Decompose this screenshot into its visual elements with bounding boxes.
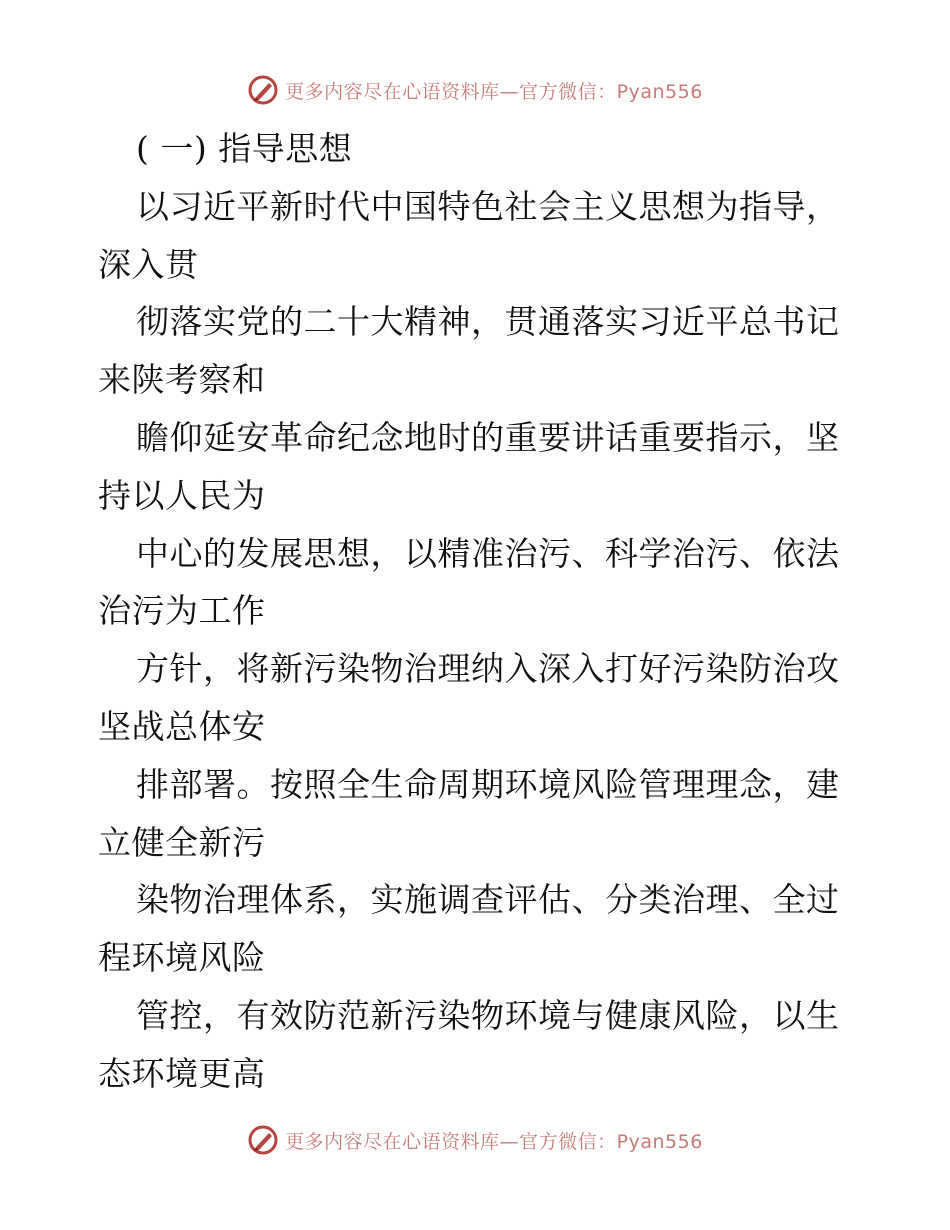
header-banner-text: 更多内容尽在心语资料库—官方微信：Pyan556 bbox=[285, 80, 703, 103]
pen-logo-icon bbox=[247, 74, 279, 106]
text-line: 治污为工作 bbox=[98, 591, 266, 631]
text-line: 持以人民为 bbox=[98, 475, 266, 515]
text-line: 彻落实党的二十大精神，贯通落实习近平总书记 bbox=[136, 302, 840, 342]
pen-logo-icon bbox=[247, 1124, 279, 1156]
text-line: 态环境更高 bbox=[98, 1053, 266, 1093]
footer-banner-text: 更多内容尽在心语资料库—官方微信：Pyan556 bbox=[285, 1130, 703, 1153]
text-line: 以习近平新时代中国特色社会主义思想为指导， bbox=[136, 186, 840, 226]
text-line: 方针，将新污染物治理纳入深入打好污染防治攻 bbox=[136, 649, 840, 689]
text-line: 深入贯 bbox=[98, 244, 199, 284]
text-line: 来陕考察和 bbox=[98, 360, 266, 400]
section-heading: ( 一) 指导思想 bbox=[136, 129, 353, 168]
text-line: 中心的发展思想，以精准治污、科学治污、依法 bbox=[136, 533, 840, 573]
text-line: 坚战总体安 bbox=[98, 706, 266, 746]
document-body bbox=[98, 120, 858, 1103]
text-line: 瞻仰延安革命纪念地时的重要讲话重要指示，坚 bbox=[136, 417, 840, 457]
text-line: 立健全新污 bbox=[98, 822, 266, 862]
text-line: 染物治理体系，实施调查评估、分类治理、全过 bbox=[136, 880, 840, 920]
header-banner bbox=[0, 70, 950, 110]
text-line: 程环境风险 bbox=[98, 938, 266, 978]
text-line: 排部署。按照全生命周期环境风险管理理念，建 bbox=[136, 764, 840, 804]
footer-banner bbox=[0, 1120, 950, 1160]
text-line: 管控，有效防范新污染物环境与健康风险，以生 bbox=[136, 995, 840, 1035]
